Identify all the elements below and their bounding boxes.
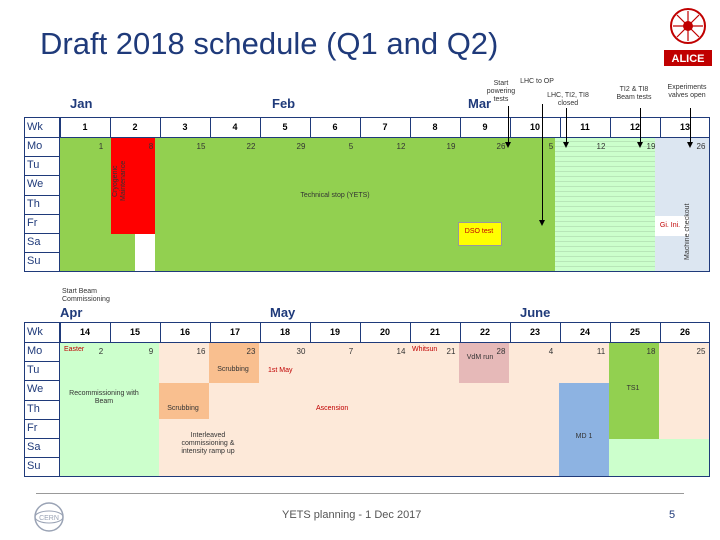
- q1-week-10: 10: [529, 122, 540, 132]
- annotation-start-powering: Start powering tests: [486, 80, 516, 103]
- q1-week-13: 13: [679, 122, 690, 132]
- q2-header-line: [25, 342, 709, 343]
- arrowhead-closed: [563, 142, 569, 148]
- q2-week-17: 17: [229, 327, 240, 337]
- q1-row-label-su: Su: [27, 255, 41, 268]
- q1-monday-date: 5: [348, 142, 354, 151]
- q2-interleaved-label: Interleaved commissioning & intensity ramp up: [181, 432, 235, 455]
- q1-maintenance-label: Cryogenic Maintenance: [112, 160, 127, 202]
- q2-monday-date: 30: [296, 347, 306, 356]
- q1-row-label-sa: Sa: [27, 236, 41, 248]
- q1-header-line: [25, 137, 709, 138]
- q2-scrubbing-block-2: [159, 383, 209, 419]
- slide-title: Draft 2018 schedule (Q1 and Q2): [40, 26, 499, 61]
- q2-week-15: 15: [129, 327, 140, 337]
- q2-monday-date: 23: [246, 347, 256, 356]
- q1-row-label-mo: Mo: [27, 140, 43, 152]
- month-label-feb: Feb: [272, 96, 296, 111]
- q2-week-19: 19: [329, 327, 340, 337]
- q1-row-divider: [24, 233, 59, 234]
- q2-week-divider: [660, 323, 661, 342]
- q1-week-4: 4: [232, 122, 238, 132]
- q1-week-divider: [360, 118, 361, 137]
- q1-checkout-block: [655, 138, 709, 271]
- q1-monday-date: 5: [548, 142, 554, 151]
- q2-start-beam-note: Start Beam Commissioning: [62, 288, 110, 303]
- q1-monday-date: 19: [646, 142, 656, 151]
- q2-monday-date: 28: [496, 347, 506, 356]
- q2-scrubbing-label-1: Scrubbing: [217, 366, 249, 373]
- q1-week-divider: [160, 118, 161, 137]
- q2-week-divider: [610, 323, 611, 342]
- month-label-may: May: [270, 305, 296, 320]
- q2-scrubbing-label-2: Scrubbing: [167, 405, 199, 412]
- q1-machine-checkout-label: Machine checkout: [684, 203, 691, 261]
- q2-week-20: 20: [379, 327, 390, 337]
- q1-week-divider: [410, 118, 411, 137]
- q2-whitsun-label: Whitsun: [412, 346, 438, 353]
- q2-late-green-block: [609, 439, 709, 476]
- q1-monday-date: 29: [296, 142, 306, 151]
- q1-week-divider: [610, 118, 611, 137]
- q1-gi-ini-label: Gi. Ini.: [659, 222, 681, 229]
- q2-week-22: 22: [479, 327, 490, 337]
- annotation-lhc-to-op: LHC to OP: [520, 78, 554, 85]
- alice-logo-icon: [662, 6, 714, 70]
- annotation-valves-open: Experiments valves open: [667, 84, 707, 99]
- q2-row-label-su: Su: [27, 460, 41, 473]
- q2-week-divider: [410, 323, 411, 342]
- q1-monday-date: 26: [696, 142, 706, 151]
- q2-monday-date: 25: [696, 347, 706, 356]
- q2-row-divider: [24, 400, 59, 401]
- q1-monday-date: 12: [596, 142, 606, 151]
- q2-row-label-th: Th: [27, 402, 40, 415]
- q2-monday-date: 21: [446, 347, 456, 356]
- q2-row-label-we: We: [27, 383, 44, 396]
- page-number: 5: [669, 509, 676, 521]
- q2-week-divider: [560, 323, 561, 342]
- q2-md1-label: MD 1: [575, 433, 593, 440]
- q1-week-divider: [560, 118, 561, 137]
- q2-row-label-wk: Wk: [27, 326, 43, 338]
- q2-easter-label: Easter: [64, 346, 85, 353]
- q2-week-divider: [260, 323, 261, 342]
- q2-row-divider: [24, 438, 59, 439]
- q2-monday-date: 7: [348, 347, 354, 356]
- q2-monday-date: 14: [396, 347, 406, 356]
- footer-rule: [36, 493, 684, 494]
- q2-recommissioning-label: Recommissioning with Beam: [69, 390, 139, 405]
- q1-row-divider: [24, 252, 59, 253]
- q1-row-divider: [24, 214, 59, 215]
- month-label-june: June: [520, 305, 551, 320]
- q2-week-divider: [160, 323, 161, 342]
- q1-row-label-tu: Tu: [27, 159, 40, 172]
- cern-logo-icon: [32, 500, 66, 534]
- q1-week-3: 3: [182, 122, 188, 132]
- q1-dso-test-label: DSO test: [464, 228, 494, 235]
- q1-monday-date: 1: [98, 142, 104, 151]
- arrow-beam-tests: [640, 108, 641, 144]
- q2-week-16: 16: [179, 327, 190, 337]
- q1-week-12: 12: [629, 122, 640, 132]
- annotation-closed: LHC, TI2, TI8 closed: [547, 92, 589, 107]
- q1-row-label-wk: Wk: [27, 121, 43, 133]
- q2-monday-date: 9: [148, 347, 154, 356]
- q1-week-7: 7: [382, 122, 388, 132]
- arrow-start-powering: [508, 106, 509, 144]
- month-label-jan: Jan: [70, 96, 93, 111]
- q2-week-21: 21: [429, 327, 440, 337]
- q1-monday-date: 12: [396, 142, 406, 151]
- alice-logo: [662, 6, 714, 70]
- arrowhead-start-powering: [505, 142, 511, 148]
- arrowhead-beam-tests: [637, 142, 643, 148]
- q1-row-divider: [24, 137, 59, 138]
- q2-first-may-label: 1st May: [268, 367, 293, 374]
- q2-row-label-fr: Fr: [27, 421, 38, 434]
- q1-technical-stop-label: Technical stop (YETS): [300, 192, 370, 199]
- q1-hatched-block: [555, 138, 655, 271]
- arrowhead-lhc-to-op: [539, 220, 545, 226]
- q1-row-divider: [24, 156, 59, 157]
- q1-week-divider: [310, 118, 311, 137]
- q2-monday-date: 2: [98, 347, 104, 356]
- logo-text: ALICE: [671, 53, 705, 65]
- q2-md-block: [559, 383, 609, 476]
- month-label-mar: Mar: [468, 96, 492, 111]
- q2-row-label-tu: Tu: [27, 364, 40, 377]
- q2-row-divider: [24, 380, 59, 381]
- arrow-valves-open: [690, 108, 691, 144]
- q2-row-label-mo: Mo: [27, 345, 43, 357]
- q1-week-divider: [60, 118, 61, 137]
- q1-week-divider: [460, 118, 461, 137]
- arrow-closed: [566, 108, 567, 144]
- q1-row-label-we: We: [27, 178, 44, 191]
- q1-week-2: 2: [132, 122, 138, 132]
- q1-week-divider: [110, 118, 111, 137]
- q2-week-divider: [210, 323, 211, 342]
- q1-week-5: 5: [282, 122, 288, 132]
- q1-monday-date: 19: [446, 142, 456, 151]
- q1-week-6: 6: [332, 122, 338, 132]
- q1-week-1: 1: [82, 122, 88, 132]
- q2-row-divider: [24, 361, 59, 362]
- q1-week-divider: [660, 118, 661, 137]
- q2-week-divider: [310, 323, 311, 342]
- q2-week-23: 23: [529, 327, 540, 337]
- q1-monday-date: 15: [196, 142, 206, 151]
- q2-week-divider: [360, 323, 361, 342]
- q2-late-peach-block: [659, 343, 709, 439]
- footer-text: YETS planning - 1 Dec 2017: [282, 509, 422, 521]
- annotation-beam-tests: TI2 & TI8 Beam tests: [616, 86, 652, 101]
- q1-row-divider: [24, 195, 59, 196]
- q2-ts1-label: TS1: [626, 385, 640, 392]
- q1-week-divider: [510, 118, 511, 137]
- arrow-lhc-to-op: [542, 104, 543, 222]
- q1-label-column-line: [59, 118, 60, 271]
- q1-monday-date: 22: [246, 142, 256, 151]
- q1-row-label-th: Th: [27, 197, 40, 210]
- q2-week-divider: [510, 323, 511, 342]
- q2-week-divider: [460, 323, 461, 342]
- q2-monday-date: 16: [196, 347, 206, 356]
- q2-monday-date: 18: [646, 347, 656, 356]
- cern-logo: [32, 500, 66, 534]
- q2-week-18: 18: [279, 327, 290, 337]
- arrowhead-valves-open: [687, 142, 693, 148]
- q1-row-divider: [24, 175, 59, 176]
- q1-technical-stop-block: [155, 138, 555, 271]
- q2-week-26: 26: [679, 327, 690, 337]
- q1-week-divider: [210, 118, 211, 137]
- q2-row-label-sa: Sa: [27, 441, 41, 453]
- q1-week-divider: [260, 118, 261, 137]
- q2-week-divider: [110, 323, 111, 342]
- q2-row-divider: [24, 457, 59, 458]
- svg-text:CERN: CERN: [39, 515, 59, 522]
- q2-week-14: 14: [79, 327, 90, 337]
- q1-monday-date: 8: [148, 142, 154, 151]
- q2-week-divider: [60, 323, 61, 342]
- q2-row-divider: [24, 419, 59, 420]
- month-label-apr: Apr: [60, 305, 83, 320]
- q2-vdm-run-label: VdM run: [466, 354, 494, 361]
- q2-monday-date: 4: [548, 347, 554, 356]
- q2-row-divider: [24, 342, 59, 343]
- q2-recommissioning-block: [59, 343, 159, 476]
- q2-week-25: 25: [629, 327, 640, 337]
- q1-week-8: 8: [432, 122, 438, 132]
- q1-week-11: 11: [580, 122, 590, 132]
- q1-monday-date: 26: [496, 142, 506, 151]
- q2-label-column-line: [59, 323, 60, 476]
- q2-ascension-label: Ascension: [316, 405, 349, 412]
- q2-week-24: 24: [579, 327, 590, 337]
- q1-week-9: 9: [482, 122, 488, 132]
- q1-row-label-fr: Fr: [27, 216, 38, 229]
- q2-monday-date: 11: [596, 347, 606, 356]
